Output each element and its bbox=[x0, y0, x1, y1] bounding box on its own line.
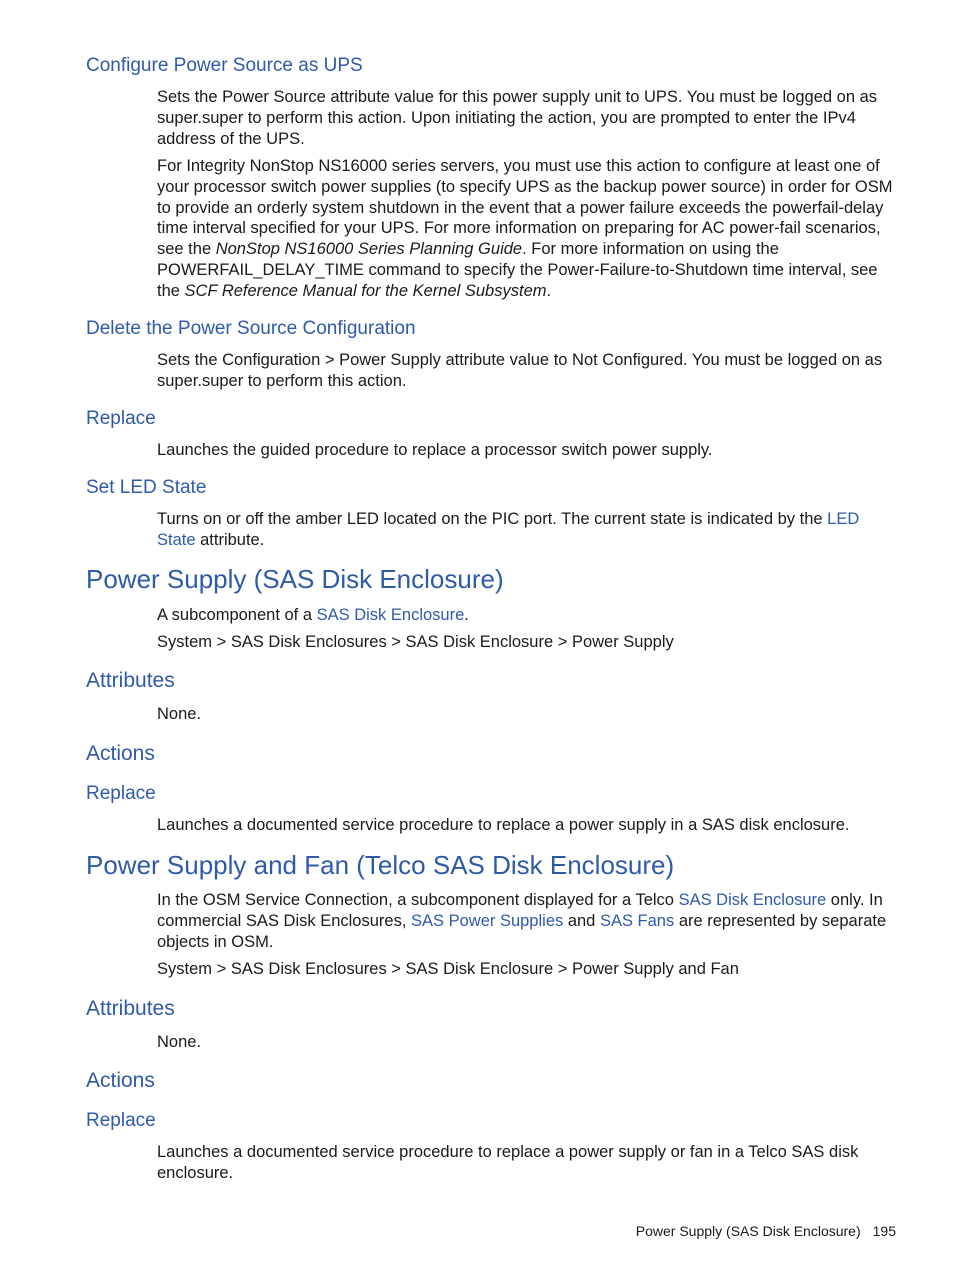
heading-ps-sas-attributes: Attributes bbox=[86, 669, 175, 692]
paragraph-psf-telco-attributes: None. bbox=[157, 1033, 202, 1051]
text-span: Turns on or off the amber LED located on the PIC port. The current state is indicated by the bbox=[157, 510, 828, 528]
paragraph-ps-sas-attributes: None. bbox=[157, 705, 202, 723]
text-span: For Integrity NonStop NS16000 series servers, you must use this action to configure at least one of your processor switch power supplies (to specify UPS as the backup power source) in order for OSM to provide an orderly system shutdown in the event that a power failure exceeds the powerfail-delay time interval specified for your UPS. For more information on preparing for AC power-fail scenarios, see the bbox=[157, 157, 893, 259]
page-footer bbox=[636, 1223, 896, 1239]
heading-ps-sas-replace: Replace bbox=[86, 783, 156, 804]
planning-guide-title: NonStop NS16000 Series Planning Guide bbox=[215, 240, 523, 259]
heading-replace-1: Replace bbox=[86, 408, 156, 429]
heading-power-supply-sas: Power Supply (SAS Disk Enclosure) bbox=[86, 564, 504, 594]
link-sas-power-supplies[interactable]: SAS Power Supplies bbox=[411, 911, 564, 930]
paragraph-ps-sas-subcomponent bbox=[157, 605, 902, 626]
text-span: are represented by separate objects in OSM. bbox=[157, 911, 887, 951]
paragraph-replace-1: Launches the guided procedure to replace a processor switch power supply. bbox=[157, 441, 713, 459]
text-span: and bbox=[563, 911, 600, 930]
link-led-state[interactable]: LED State bbox=[157, 510, 860, 549]
text-span: . For more information on using the POWERFAIL_DELAY_TIME command to specify the Power-Failure-to-Shutdown time interval, see the bbox=[157, 240, 878, 300]
paragraph-set-led bbox=[157, 509, 902, 551]
heading-delete-config: Delete the Power Source Configuration bbox=[86, 318, 416, 339]
footer-title: Power Supply (SAS Disk Enclosure) bbox=[635, 1223, 861, 1239]
heading-power-supply-fan-telco: Power Supply and Fan (Telco SAS Disk Enclosure) bbox=[86, 850, 675, 880]
text-span: only. In commercial SAS Disk Enclosures, bbox=[157, 891, 883, 930]
heading-psf-telco-attributes: Attributes bbox=[86, 997, 175, 1020]
heading-set-led: Set LED State bbox=[86, 477, 207, 498]
paragraph-configure-ups-1: Sets the Power Source attribute value for this power supply unit to UPS. You must be logged on as super.super to perform this action. Upon initiating the action, you are prompted to enter the IPv4 address of the UPS. bbox=[157, 88, 878, 148]
paragraph-psf-telco-replace: Launches a documented service procedure to replace a power supply or fan in a Telco SAS disk enclosure. bbox=[157, 1143, 859, 1182]
text-span: In the OSM Service Connection, a subcomponent displayed for a Telco bbox=[157, 891, 679, 909]
text-span: attribute. bbox=[195, 530, 265, 549]
scf-manual-title: SCF Reference Manual for the Kernel Subsystem bbox=[184, 281, 547, 300]
heading-psf-telco-replace: Replace bbox=[86, 1110, 156, 1131]
paragraph-ps-sas-replace: Launches a documented service procedure to replace a power supply in a SAS disk enclosure. bbox=[157, 816, 850, 834]
link-sas-fans[interactable]: SAS Fans bbox=[599, 911, 675, 930]
page-number: 195 bbox=[872, 1223, 896, 1239]
text-span: . bbox=[464, 606, 469, 624]
paragraph-psf-telco-desc bbox=[157, 890, 902, 952]
text-span: A subcomponent of a bbox=[157, 606, 317, 624]
heading-psf-telco-actions: Actions bbox=[86, 1069, 155, 1092]
link-sas-disk-enclosure[interactable]: SAS Disk Enclosure bbox=[678, 891, 827, 909]
heading-ps-sas-actions: Actions bbox=[86, 742, 155, 765]
link-sas-disk-enclosure[interactable]: SAS Disk Enclosure bbox=[316, 606, 465, 624]
text-span: . bbox=[546, 281, 552, 300]
paragraph-delete-config: Sets the Configuration > Power Supply attribute value to Not Configured. You must be logged on as super.super to perform this action. bbox=[157, 351, 883, 390]
paragraph-configure-ups-2 bbox=[157, 156, 902, 302]
paragraph-psf-telco-path: System > SAS Disk Enclosures > SAS Disk Enclosure > Power Supply and Fan bbox=[157, 960, 739, 978]
paragraph-ps-sas-path: System > SAS Disk Enclosures > SAS Disk Enclosure > Power Supply bbox=[157, 633, 674, 651]
heading-configure-ups: Configure Power Source as UPS bbox=[86, 55, 363, 76]
